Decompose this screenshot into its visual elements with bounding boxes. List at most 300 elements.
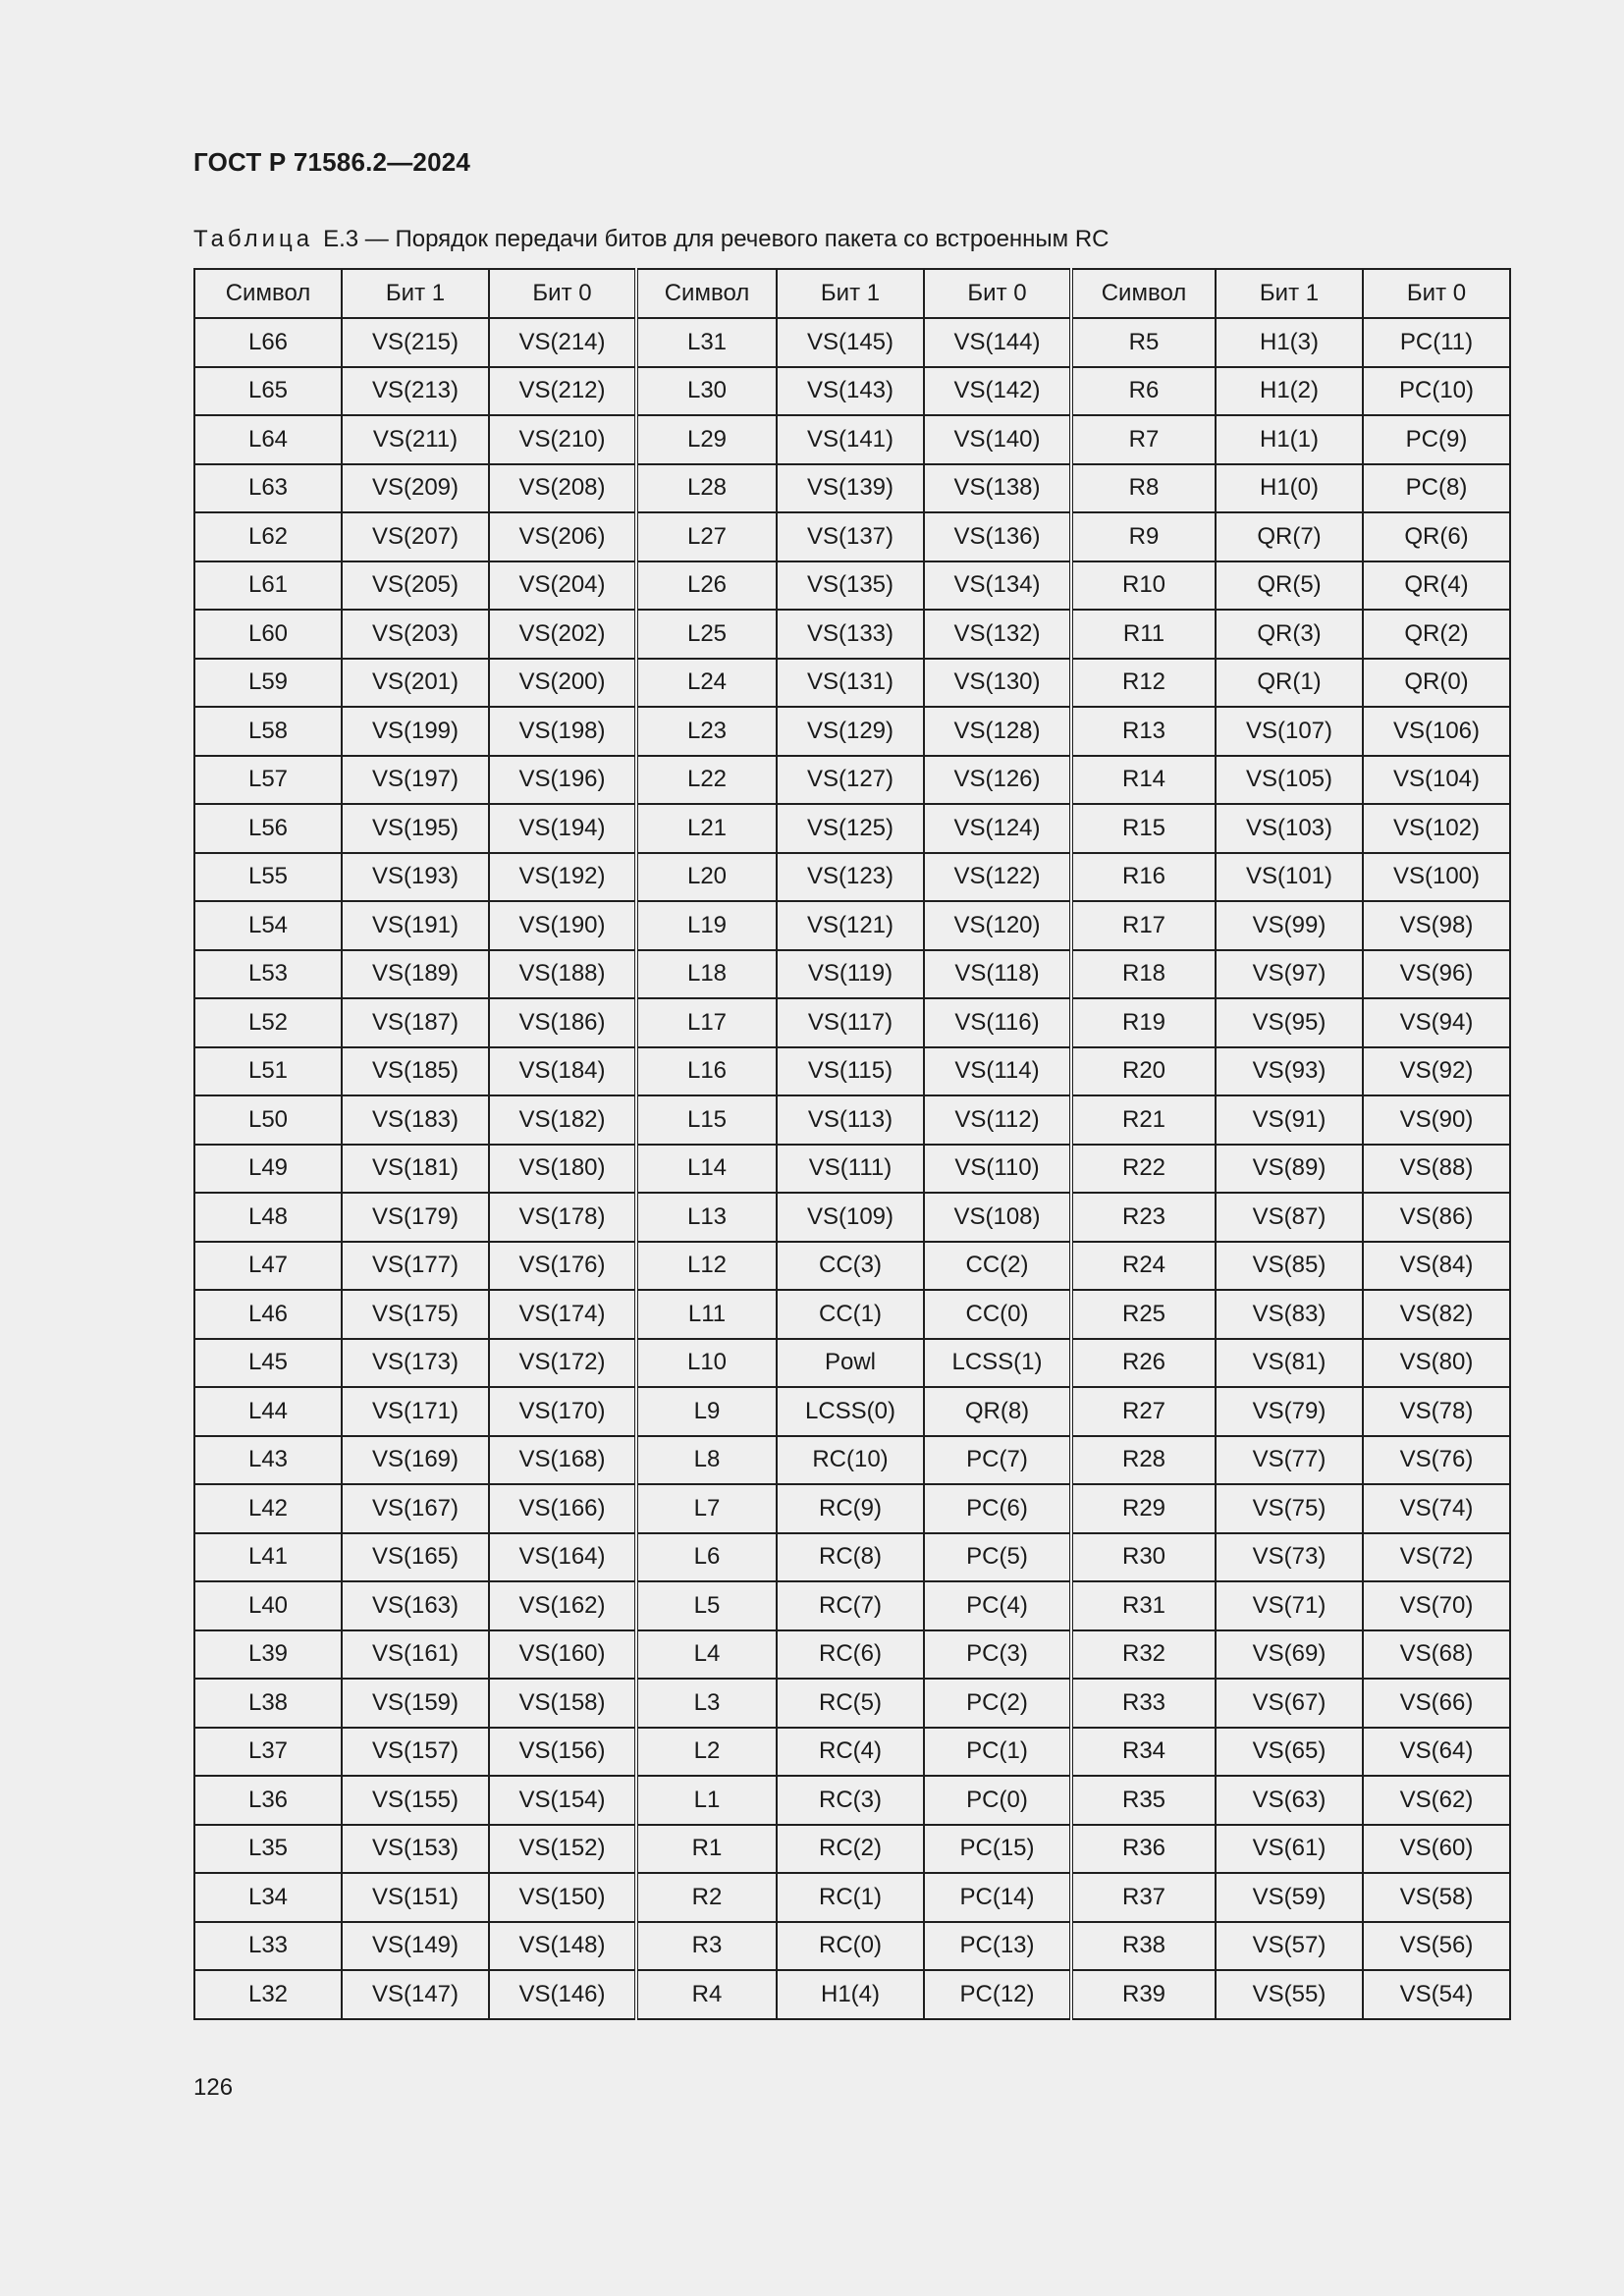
table-cell: R21 xyxy=(1071,1095,1216,1145)
table-cell: L37 xyxy=(194,1728,342,1777)
table-cell: VS(59) xyxy=(1216,1873,1363,1922)
column-header: Символ xyxy=(1071,269,1216,318)
table-cell: H1(2) xyxy=(1216,367,1363,416)
table-cell: L59 xyxy=(194,659,342,708)
table-cell: L16 xyxy=(636,1047,777,1096)
table-cell: VS(189) xyxy=(342,950,489,999)
table-cell: RC(6) xyxy=(777,1630,924,1680)
table-cell: L66 xyxy=(194,318,342,367)
table-cell: R38 xyxy=(1071,1922,1216,1971)
table-cell: VS(76) xyxy=(1363,1436,1510,1485)
table-cell: VS(207) xyxy=(342,512,489,561)
table-cell: L41 xyxy=(194,1533,342,1582)
table-cell: VS(180) xyxy=(489,1145,636,1194)
table-cell: Powl xyxy=(777,1339,924,1388)
table-cell: R28 xyxy=(1071,1436,1216,1485)
table-cell: L25 xyxy=(636,610,777,659)
table-row xyxy=(194,415,1510,464)
table-cell: VS(77) xyxy=(1216,1436,1363,1485)
table-cell: R25 xyxy=(1071,1290,1216,1339)
table-cell: QR(3) xyxy=(1216,610,1363,659)
page-number: 126 xyxy=(193,2074,234,2101)
table-cell: L47 xyxy=(194,1242,342,1291)
table-cell: VS(145) xyxy=(777,318,924,367)
table-cell: PC(9) xyxy=(1363,415,1510,464)
table-cell: L62 xyxy=(194,512,342,561)
table-cell: VS(135) xyxy=(777,561,924,611)
table-cell: VS(136) xyxy=(924,512,1071,561)
table-cell: R11 xyxy=(1071,610,1216,659)
table-cell: QR(6) xyxy=(1363,512,1510,561)
bit-order-table xyxy=(193,268,1511,2020)
table-cell: VS(109) xyxy=(777,1193,924,1242)
table-cell: VS(208) xyxy=(489,464,636,513)
table-cell: L6 xyxy=(636,1533,777,1582)
table-cell: RC(8) xyxy=(777,1533,924,1582)
table-cell: VS(128) xyxy=(924,707,1071,756)
table-cell: L5 xyxy=(636,1581,777,1630)
table-cell: CC(2) xyxy=(924,1242,1071,1291)
table-cell: QR(0) xyxy=(1363,659,1510,708)
table-cell: L60 xyxy=(194,610,342,659)
table-cell: VS(215) xyxy=(342,318,489,367)
table-cell: VS(126) xyxy=(924,756,1071,805)
table-cell: VS(170) xyxy=(489,1387,636,1436)
table-cell: VS(65) xyxy=(1216,1728,1363,1777)
table-row xyxy=(194,1193,1510,1242)
table-cell: R13 xyxy=(1071,707,1216,756)
table-cell: L44 xyxy=(194,1387,342,1436)
table-cell: VS(192) xyxy=(489,853,636,902)
table-cell: H1(1) xyxy=(1216,415,1363,464)
table-cell: PC(3) xyxy=(924,1630,1071,1680)
table-cell: L31 xyxy=(636,318,777,367)
table-cell: VS(133) xyxy=(777,610,924,659)
table-row xyxy=(194,853,1510,902)
table-cell: VS(163) xyxy=(342,1581,489,1630)
table-cell: R6 xyxy=(1071,367,1216,416)
table-cell: H1(0) xyxy=(1216,464,1363,513)
table-cell: VS(62) xyxy=(1363,1776,1510,1825)
table-cell: PC(13) xyxy=(924,1922,1071,1971)
table-cell: L38 xyxy=(194,1679,342,1728)
table-row xyxy=(194,318,1510,367)
column-header: Бит 1 xyxy=(777,269,924,318)
table-cell: L19 xyxy=(636,901,777,950)
table-cell: RC(0) xyxy=(777,1922,924,1971)
table-row xyxy=(194,1825,1510,1874)
table-cell: QR(7) xyxy=(1216,512,1363,561)
table-cell: VS(57) xyxy=(1216,1922,1363,1971)
table-cell: VS(214) xyxy=(489,318,636,367)
table-header-row xyxy=(194,269,1510,318)
table-row xyxy=(194,1387,1510,1436)
table-cell: VS(104) xyxy=(1363,756,1510,805)
table-cell: R36 xyxy=(1071,1825,1216,1874)
table-cell: R22 xyxy=(1071,1145,1216,1194)
table-cell: VS(141) xyxy=(777,415,924,464)
table-cell: L46 xyxy=(194,1290,342,1339)
table-cell: VS(199) xyxy=(342,707,489,756)
table-cell: VS(70) xyxy=(1363,1581,1510,1630)
table-cell: VS(127) xyxy=(777,756,924,805)
table-cell: R32 xyxy=(1071,1630,1216,1680)
table-cell: R29 xyxy=(1071,1484,1216,1533)
table-cell: L2 xyxy=(636,1728,777,1777)
table-cell: L20 xyxy=(636,853,777,902)
table-cell: VS(211) xyxy=(342,415,489,464)
table-cell: VS(61) xyxy=(1216,1825,1363,1874)
table-cell: VS(204) xyxy=(489,561,636,611)
table-cell: L7 xyxy=(636,1484,777,1533)
table-cell: L17 xyxy=(636,998,777,1047)
table-cell: VS(176) xyxy=(489,1242,636,1291)
table-cell: VS(69) xyxy=(1216,1630,1363,1680)
table-cell: VS(78) xyxy=(1363,1387,1510,1436)
table-cell: VS(82) xyxy=(1363,1290,1510,1339)
table-cell: R5 xyxy=(1071,318,1216,367)
table-cell: VS(210) xyxy=(489,415,636,464)
table-row xyxy=(194,610,1510,659)
table-cell: VS(188) xyxy=(489,950,636,999)
table-cell: VS(108) xyxy=(924,1193,1071,1242)
table-cell: RC(5) xyxy=(777,1679,924,1728)
table-cell: VS(111) xyxy=(777,1145,924,1194)
table-cell: PC(8) xyxy=(1363,464,1510,513)
table-cell: L49 xyxy=(194,1145,342,1194)
table-cell: R9 xyxy=(1071,512,1216,561)
table-cell: L26 xyxy=(636,561,777,611)
column-header: Бит 0 xyxy=(1363,269,1510,318)
table-cell: R14 xyxy=(1071,756,1216,805)
table-row xyxy=(194,1484,1510,1533)
table-cell: VS(110) xyxy=(924,1145,1071,1194)
table-cell: QR(2) xyxy=(1363,610,1510,659)
table-cell: RC(9) xyxy=(777,1484,924,1533)
table-row xyxy=(194,1728,1510,1777)
table-cell: L11 xyxy=(636,1290,777,1339)
table-cell: VS(114) xyxy=(924,1047,1071,1096)
table-row xyxy=(194,1290,1510,1339)
table-cell: VS(140) xyxy=(924,415,1071,464)
table-cell: VS(183) xyxy=(342,1095,489,1145)
table-body xyxy=(194,318,1510,2019)
table-cell: VS(73) xyxy=(1216,1533,1363,1582)
table-row xyxy=(194,512,1510,561)
table-cell: VS(147) xyxy=(342,1970,489,2019)
table-cell: VS(71) xyxy=(1216,1581,1363,1630)
table-cell: R2 xyxy=(636,1873,777,1922)
table-cell: VS(54) xyxy=(1363,1970,1510,2019)
table-cell: VS(175) xyxy=(342,1290,489,1339)
column-header: Бит 0 xyxy=(924,269,1071,318)
table-cell: VS(150) xyxy=(489,1873,636,1922)
table-cell: VS(172) xyxy=(489,1339,636,1388)
table-cell: VS(122) xyxy=(924,853,1071,902)
table-row xyxy=(194,1047,1510,1096)
table-cell: VS(125) xyxy=(777,804,924,853)
table-cell: QR(8) xyxy=(924,1387,1071,1436)
table-cell: L64 xyxy=(194,415,342,464)
table-cell: QR(4) xyxy=(1363,561,1510,611)
table-cell: VS(191) xyxy=(342,901,489,950)
table-cell: R39 xyxy=(1071,1970,1216,2019)
table-cell: L42 xyxy=(194,1484,342,1533)
table-cell: L56 xyxy=(194,804,342,853)
table-row xyxy=(194,804,1510,853)
table-cell: L57 xyxy=(194,756,342,805)
table-cell: L1 xyxy=(636,1776,777,1825)
table-cell: R17 xyxy=(1071,901,1216,950)
table-cell: VS(130) xyxy=(924,659,1071,708)
table-cell: VS(96) xyxy=(1363,950,1510,999)
table-cell: VS(64) xyxy=(1363,1728,1510,1777)
table-cell: VS(177) xyxy=(342,1242,489,1291)
table-cell: R27 xyxy=(1071,1387,1216,1436)
table-row xyxy=(194,1533,1510,1582)
table-cell: L15 xyxy=(636,1095,777,1145)
table-cell: VS(67) xyxy=(1216,1679,1363,1728)
table-row xyxy=(194,1679,1510,1728)
table-cell: L27 xyxy=(636,512,777,561)
table-cell: VS(86) xyxy=(1363,1193,1510,1242)
table-cell: VS(196) xyxy=(489,756,636,805)
table-cell: L48 xyxy=(194,1193,342,1242)
table-row xyxy=(194,1436,1510,1485)
table-cell: VS(157) xyxy=(342,1728,489,1777)
table-cell: L52 xyxy=(194,998,342,1047)
table-row xyxy=(194,1581,1510,1630)
table-cell: R8 xyxy=(1071,464,1216,513)
table-cell: VS(102) xyxy=(1363,804,1510,853)
table-cell: VS(200) xyxy=(489,659,636,708)
table-cell: L3 xyxy=(636,1679,777,1728)
table-cell: VS(131) xyxy=(777,659,924,708)
table-cell: QR(1) xyxy=(1216,659,1363,708)
table-cell: VS(160) xyxy=(489,1630,636,1680)
table-cell: VS(166) xyxy=(489,1484,636,1533)
table-cell: VS(167) xyxy=(342,1484,489,1533)
table-row xyxy=(194,561,1510,611)
table-cell: VS(149) xyxy=(342,1922,489,1971)
bit-order-table-container xyxy=(193,268,1509,2020)
table-cell: R1 xyxy=(636,1825,777,1874)
table-cell: PC(14) xyxy=(924,1873,1071,1922)
table-cell: VS(155) xyxy=(342,1776,489,1825)
table-cell: R3 xyxy=(636,1922,777,1971)
table-cell: VS(146) xyxy=(489,1970,636,2019)
table-cell: L53 xyxy=(194,950,342,999)
table-cell: VS(123) xyxy=(777,853,924,902)
table-cell: VS(143) xyxy=(777,367,924,416)
table-cell: L12 xyxy=(636,1242,777,1291)
table-cell: PC(15) xyxy=(924,1825,1071,1874)
table-row xyxy=(194,1776,1510,1825)
column-header: Бит 1 xyxy=(342,269,489,318)
table-cell: VS(101) xyxy=(1216,853,1363,902)
table-cell: VS(85) xyxy=(1216,1242,1363,1291)
table-cell: VS(182) xyxy=(489,1095,636,1145)
table-caption xyxy=(193,226,1110,253)
table-cell: VS(151) xyxy=(342,1873,489,1922)
table-cell: VS(92) xyxy=(1363,1047,1510,1096)
table-cell: VS(105) xyxy=(1216,756,1363,805)
table-cell: VS(194) xyxy=(489,804,636,853)
table-cell: VS(168) xyxy=(489,1436,636,1485)
table-cell: L24 xyxy=(636,659,777,708)
table-row xyxy=(194,1970,1510,2019)
table-cell: VS(98) xyxy=(1363,901,1510,950)
table-cell: R34 xyxy=(1071,1728,1216,1777)
table-cell: VS(212) xyxy=(489,367,636,416)
table-cell: H1(3) xyxy=(1216,318,1363,367)
table-cell: VS(129) xyxy=(777,707,924,756)
table-cell: R26 xyxy=(1071,1339,1216,1388)
table-row xyxy=(194,1630,1510,1680)
table-cell: R19 xyxy=(1071,998,1216,1047)
table-cell: VS(107) xyxy=(1216,707,1363,756)
column-header: Бит 0 xyxy=(489,269,636,318)
table-cell: VS(95) xyxy=(1216,998,1363,1047)
table-cell: VS(134) xyxy=(924,561,1071,611)
table-cell: R30 xyxy=(1071,1533,1216,1582)
table-cell: VS(169) xyxy=(342,1436,489,1485)
table-cell: VS(116) xyxy=(924,998,1071,1047)
table-cell: VS(138) xyxy=(924,464,1071,513)
table-cell: QR(5) xyxy=(1216,561,1363,611)
table-cell: LCSS(0) xyxy=(777,1387,924,1436)
table-cell: VS(162) xyxy=(489,1581,636,1630)
table-cell: VS(161) xyxy=(342,1630,489,1680)
table-row xyxy=(194,1242,1510,1291)
table-cell: L29 xyxy=(636,415,777,464)
table-cell: L40 xyxy=(194,1581,342,1630)
table-cell: VS(56) xyxy=(1363,1922,1510,1971)
table-cell: VS(156) xyxy=(489,1728,636,1777)
table-cell: VS(84) xyxy=(1363,1242,1510,1291)
table-cell: VS(75) xyxy=(1216,1484,1363,1533)
column-header: Бит 1 xyxy=(1216,269,1363,318)
table-cell: PC(11) xyxy=(1363,318,1510,367)
table-cell: VS(165) xyxy=(342,1533,489,1582)
table-cell: R16 xyxy=(1071,853,1216,902)
table-cell: VS(164) xyxy=(489,1533,636,1582)
document-number: ГОСТ Р 71586.2—2024 xyxy=(193,147,471,177)
table-cell: VS(113) xyxy=(777,1095,924,1145)
table-row xyxy=(194,998,1510,1047)
table-cell: L58 xyxy=(194,707,342,756)
table-cell: VS(83) xyxy=(1216,1290,1363,1339)
table-cell: PC(4) xyxy=(924,1581,1071,1630)
table-cell: VS(93) xyxy=(1216,1047,1363,1096)
table-cell: VS(178) xyxy=(489,1193,636,1242)
table-cell: VS(154) xyxy=(489,1776,636,1825)
table-cell: L9 xyxy=(636,1387,777,1436)
table-cell: VS(120) xyxy=(924,901,1071,950)
table-row xyxy=(194,1095,1510,1145)
table-cell: L61 xyxy=(194,561,342,611)
table-cell: PC(6) xyxy=(924,1484,1071,1533)
table-cell: VS(88) xyxy=(1363,1145,1510,1194)
table-cell: VS(209) xyxy=(342,464,489,513)
table-cell: R23 xyxy=(1071,1193,1216,1242)
table-cell: R18 xyxy=(1071,950,1216,999)
column-header: Символ xyxy=(194,269,342,318)
table-row xyxy=(194,1922,1510,1971)
table-cell: L35 xyxy=(194,1825,342,1874)
table-cell: R12 xyxy=(1071,659,1216,708)
table-row xyxy=(194,756,1510,805)
table-cell: R35 xyxy=(1071,1776,1216,1825)
table-cell: RC(4) xyxy=(777,1728,924,1777)
table-cell: PC(7) xyxy=(924,1436,1071,1485)
table-cell: R7 xyxy=(1071,415,1216,464)
table-cell: VS(186) xyxy=(489,998,636,1047)
table-cell: R37 xyxy=(1071,1873,1216,1922)
table-cell: VS(74) xyxy=(1363,1484,1510,1533)
table-cell: H1(4) xyxy=(777,1970,924,2019)
table-cell: VS(94) xyxy=(1363,998,1510,1047)
table-cell: L4 xyxy=(636,1630,777,1680)
table-cell: R20 xyxy=(1071,1047,1216,1096)
table-caption-prefix: Таблица xyxy=(193,226,314,252)
table-cell: VS(193) xyxy=(342,853,489,902)
table-cell: R24 xyxy=(1071,1242,1216,1291)
table-cell: VS(197) xyxy=(342,756,489,805)
table-cell: R31 xyxy=(1071,1581,1216,1630)
table-cell: VS(100) xyxy=(1363,853,1510,902)
table-cell: VS(201) xyxy=(342,659,489,708)
table-cell: VS(187) xyxy=(342,998,489,1047)
table-cell: VS(72) xyxy=(1363,1533,1510,1582)
table-cell: VS(139) xyxy=(777,464,924,513)
table-cell: VS(117) xyxy=(777,998,924,1047)
table-cell: VS(80) xyxy=(1363,1339,1510,1388)
table-row xyxy=(194,901,1510,950)
table-cell: L33 xyxy=(194,1922,342,1971)
table-row xyxy=(194,1145,1510,1194)
table-cell: VS(179) xyxy=(342,1193,489,1242)
table-cell: L54 xyxy=(194,901,342,950)
table-cell: PC(12) xyxy=(924,1970,1071,2019)
table-cell: L43 xyxy=(194,1436,342,1485)
table-cell: VS(66) xyxy=(1363,1679,1510,1728)
table-cell: VS(115) xyxy=(777,1047,924,1096)
table-cell: VS(97) xyxy=(1216,950,1363,999)
table-cell: L63 xyxy=(194,464,342,513)
table-cell: VS(91) xyxy=(1216,1095,1363,1145)
table-cell: L45 xyxy=(194,1339,342,1388)
table-caption-text: Е.3 — Порядок передачи битов для речевого пакета со встроенным RC xyxy=(323,226,1110,252)
table-cell: L51 xyxy=(194,1047,342,1096)
table-cell: PC(2) xyxy=(924,1679,1071,1728)
table-cell: VS(89) xyxy=(1216,1145,1363,1194)
table-cell: VS(81) xyxy=(1216,1339,1363,1388)
column-header: Символ xyxy=(636,269,777,318)
table-cell: CC(3) xyxy=(777,1242,924,1291)
table-cell: L22 xyxy=(636,756,777,805)
table-cell: VS(106) xyxy=(1363,707,1510,756)
table-cell: CC(0) xyxy=(924,1290,1071,1339)
table-cell: L39 xyxy=(194,1630,342,1680)
table-cell: VS(152) xyxy=(489,1825,636,1874)
table-cell: L18 xyxy=(636,950,777,999)
table-cell: VS(185) xyxy=(342,1047,489,1096)
table-cell: VS(103) xyxy=(1216,804,1363,853)
table-cell: VS(153) xyxy=(342,1825,489,1874)
table-cell: L65 xyxy=(194,367,342,416)
table-cell: LCSS(1) xyxy=(924,1339,1071,1388)
